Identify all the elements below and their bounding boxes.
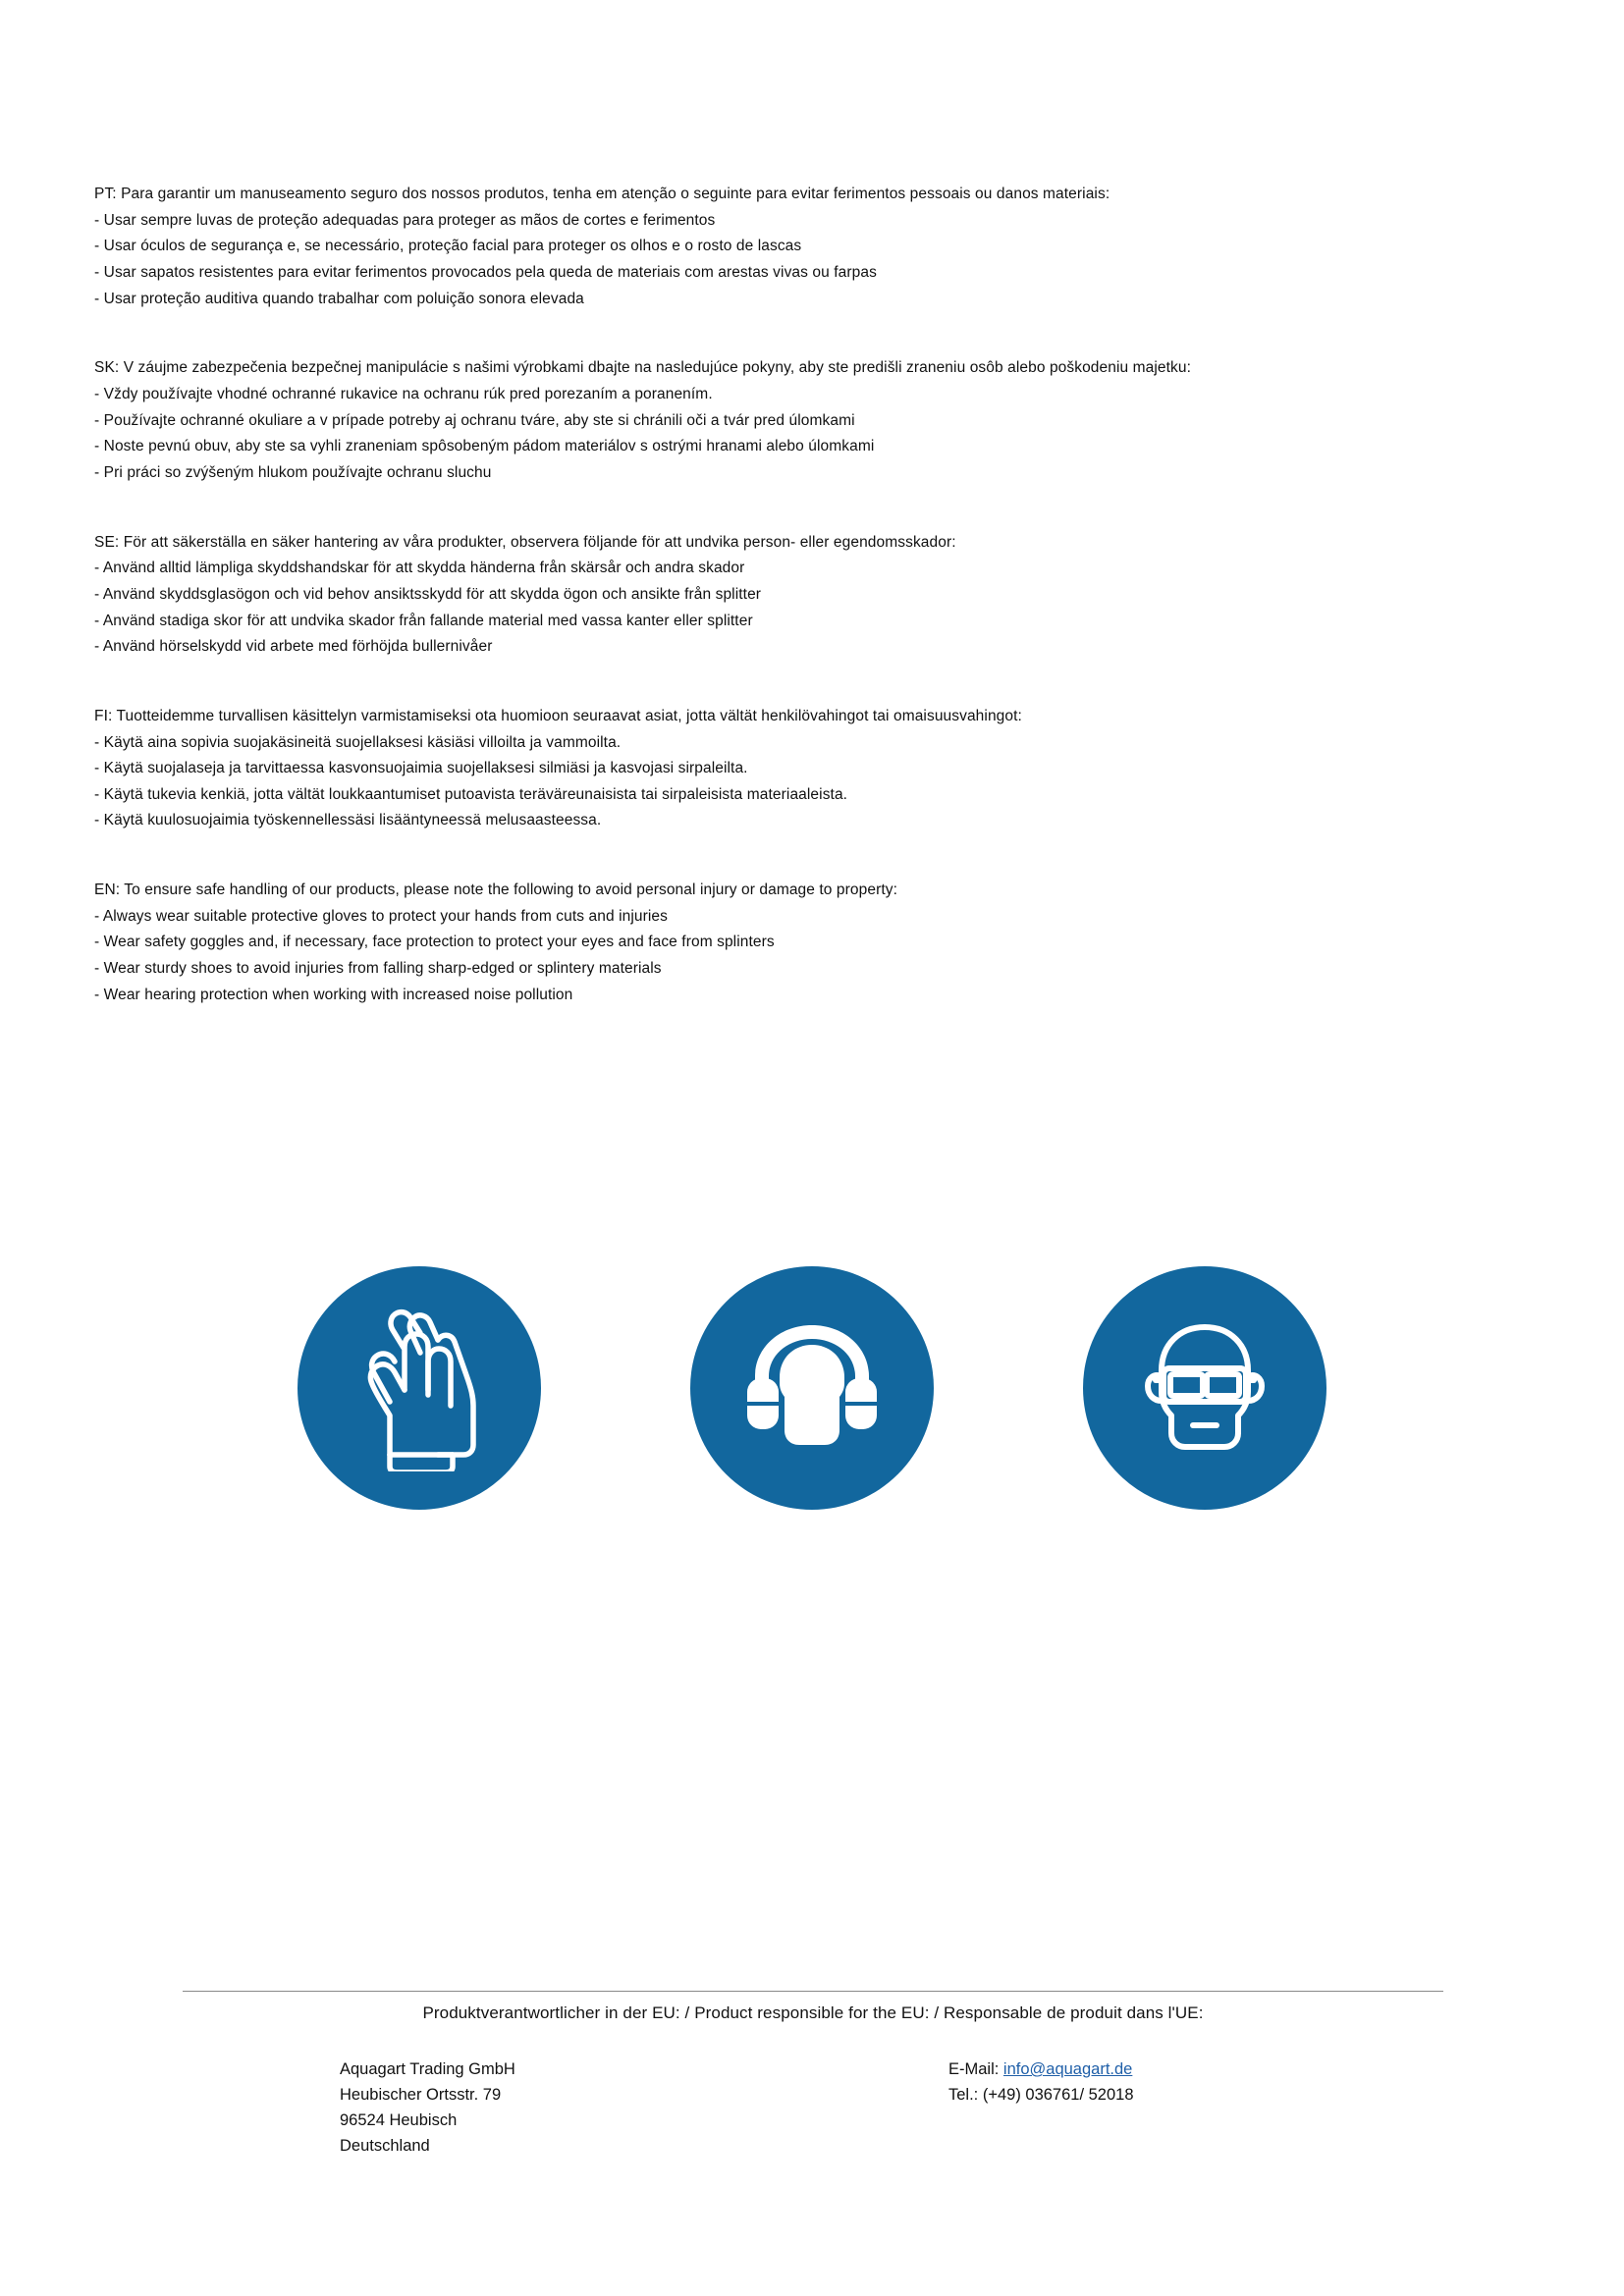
- language-block-en: [94, 878, 1489, 1008]
- fi-line-4: - Käytä tukevia kenkiä, jotta vältät loukkaantumiset putoavista teräväreunaisista tai sirpaleisista materiaaleista.: [94, 785, 848, 803]
- footer-address: [340, 2056, 948, 2159]
- fi-line-1: FI: Tuotteidemme turvallisen käsittelyn varmistamiseksi ota huomioon seuraavat asiat, jotta vältät henkilövahingot tai omaisuusvahingot:: [94, 707, 1022, 724]
- en-line-2: - Always wear suitable protective gloves to protect your hands from cuts and injuries: [94, 907, 668, 925]
- footer-email-line: [948, 2056, 1439, 2082]
- sk-line-1: SK: V záujme zabezpečenia bezpečnej manipulácie s našimi výrobkami dbajte na nasledujúce pokyny, aby ste predišli zraneniu osôb alebo poškodeniu majetku:: [94, 359, 1192, 377]
- sk-line-2: - Vždy používajte vhodné ochranné rukavice na ochranu rúk pred porezaním a poranením.: [94, 385, 713, 402]
- language-block-pt: [94, 182, 1489, 312]
- pictogram-row: [0, 1266, 1624, 1510]
- sk-line-3: - Používajte ochranné okuliare a v prípade potreby aj ochranu tváre, aby ste si chránili oči a tvár pred úlomkami: [94, 411, 855, 429]
- footer: [183, 1991, 1443, 2159]
- footer-divider: [183, 1991, 1443, 1992]
- pt-line-1: PT: Para garantir um manuseamento seguro dos nossos produtos, tenha em atenção o seguinte para evitar ferimentos pessoais ou danos materiais:: [94, 186, 1110, 202]
- footer-company: Aquagart Trading GmbH: [340, 2060, 515, 2078]
- en-line-4: - Wear sturdy shoes to avoid injuries from falling sharp-edged or splintery materials: [94, 960, 662, 978]
- pt-line-3: - Usar óculos de segurança e, se necessário, proteção facial para proteger os olhos e o rosto de lascas: [94, 238, 802, 255]
- se-line-4: - Använd stadiga skor för att undvika skador från fallande material med vassa kanter eller splitter: [94, 612, 753, 629]
- language-block-sk: [94, 355, 1489, 486]
- protective-gloves-icon: [298, 1266, 541, 1510]
- footer-street: Heubischer Ortsstr. 79: [340, 2086, 502, 2105]
- footer-city: 96524 Heubisch: [340, 2111, 458, 2130]
- se-line-1: SE: För att säkerställa en säker hantering av våra produkter, observera följande för att undvika person- eller egendomsskador:: [94, 533, 956, 551]
- pt-line-4: - Usar sapatos resistentes para evitar ferimentos provocados pela queda de materiais com arestas vivas ou farpas: [94, 263, 877, 281]
- safety-instructions: [94, 182, 1489, 1051]
- pt-line-5: - Usar proteção auditiva quando trabalhar com poluição sonora elevada: [94, 290, 584, 307]
- fi-line-3: - Käytä suojalaseja ja tarvittaessa kasvonsuojaimia suojellaksesi silmiäsi ja kasvojasi sirpaleilta.: [94, 760, 748, 777]
- footer-contact: [948, 2056, 1439, 2159]
- fi-line-5: - Käytä kuulosuojaimia työskennellessäsi lisääntyneessä melusaasteessa.: [94, 812, 602, 829]
- footer-email-link[interactable]: info@aquagart.de: [1002, 2060, 1133, 2078]
- footer-email-label: E-Mail:: [948, 2060, 1003, 2078]
- pt-line-2: - Usar sempre luvas de proteção adequadas para proteger as mãos de cortes e ferimentos: [94, 211, 716, 229]
- footer-columns: [183, 2056, 1443, 2159]
- fi-line-2: - Käytä aina sopivia suojakäsineitä suojellaksesi käsiäsi villoilta ja vammoilta.: [94, 733, 622, 751]
- language-block-se: [94, 530, 1489, 661]
- en-line-3: - Wear safety goggles and, if necessary, face protection to protect your eyes and face from splinters: [94, 934, 775, 951]
- en-line-5: - Wear hearing protection when working with increased noise pollution: [94, 986, 573, 1003]
- safety-goggles-icon: [1083, 1266, 1326, 1510]
- se-line-5: - Använd hörselskydd vid arbete med förhöjda bullernivåer: [94, 638, 493, 656]
- se-line-3: - Använd skyddsglasögon och vid behov ansiktsskydd för att skydda ögon och ansikte från splitter: [94, 585, 762, 603]
- footer-country: Deutschland: [340, 2137, 430, 2156]
- sk-line-5: - Pri práci so zvýšeným hlukom používajte ochranu sluchu: [94, 463, 492, 481]
- language-block-fi: [94, 704, 1489, 834]
- se-line-2: - Använd alltid lämpliga skyddshandskar för att skydda händerna från skärsår och andra skador: [94, 560, 745, 577]
- en-line-1: EN: To ensure safe handling of our products, please note the following to avoid personal injury or damage to property:: [94, 881, 898, 899]
- footer-title: Produktverantwortlicher in der EU: / Product responsible for the EU: / Responsable de produit dans l'UE:: [422, 2003, 1204, 2022]
- ear-protection-icon: [690, 1266, 934, 1510]
- footer-phone: Tel.: (+49) 036761/ 52018: [948, 2086, 1134, 2105]
- sk-line-4: - Noste pevnú obuv, aby ste sa vyhli zraneniam spôsobeným pádom materiálov s ostrými hranami alebo úlomkami: [94, 438, 875, 455]
